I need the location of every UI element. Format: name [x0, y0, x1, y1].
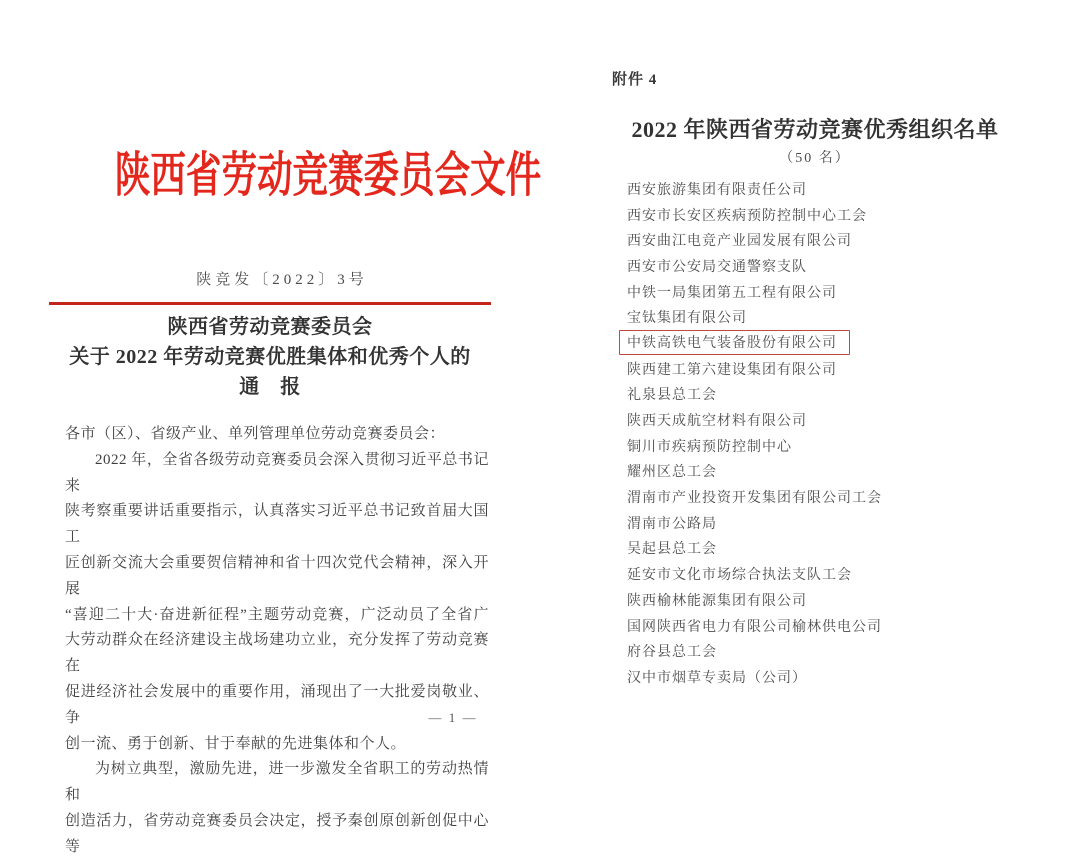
org-name: 西安旅游集团有限责任公司: [627, 182, 807, 198]
body-line: 大劳动群众在经济建设主战场建功立业，充分发挥了劳动竞赛在: [65, 632, 489, 675]
list-item: [627, 279, 1047, 305]
org-name: 延安市文化市场综合执法支队工会: [627, 568, 852, 584]
org-list: [627, 176, 1047, 690]
org-name: 中铁一局集团第五工程有限公司: [627, 285, 837, 301]
body-line: 创一流、勇于创新、甘于奉献的先进集体和个人。: [65, 735, 407, 752]
list-item: [627, 536, 1047, 562]
attachment-subtitle: （50 名）: [779, 151, 851, 166]
left-page: [40, 0, 542, 855]
doc-title-line: 通 报: [239, 376, 301, 398]
body-line: 为树立典型，激励先进，进一步激发全省职工的劳动热情和: [65, 761, 489, 804]
list-item: [627, 510, 1047, 536]
org-name: 宝钛集团有限公司: [627, 311, 747, 327]
body-line: 2022 年，全省各级劳动竞赛委员会深入贯彻习近平总书记来: [65, 451, 489, 494]
list-item: [627, 176, 1047, 202]
attachment-title: 2022 年陕西省劳动竞赛优秀组织名单: [631, 117, 999, 142]
highlighted-org-red-box: 中铁高铁电气装备股份有限公司: [619, 330, 850, 355]
body-line: 陕考察重要讲话重要指示，认真落实习近平总书记致首届大国工: [65, 503, 489, 546]
letterhead-title: [40, 148, 542, 204]
right-page: [590, 0, 1060, 764]
attachment-label: 附件 4: [612, 72, 658, 88]
org-name: 府谷县总工会: [627, 645, 717, 661]
list-item: [627, 253, 1047, 279]
doc-title: [40, 312, 500, 402]
page-number: — 1 —: [428, 710, 478, 725]
list-item: [627, 407, 1047, 433]
org-name: 陕西天成航空材料有限公司: [627, 414, 807, 430]
org-name: 渭南市产业投资开发集团有限公司工会: [627, 491, 882, 507]
list-item: [627, 433, 1047, 459]
org-name: 陕西榆林能源集团有限公司: [627, 593, 807, 609]
list-item: [627, 202, 1047, 228]
letterhead-title-text: 陕西省劳动竞赛委员会文件: [114, 149, 542, 202]
org-name: 渭南市公路局: [627, 516, 717, 532]
org-name: 汉中市烟草专卖局（公司）: [627, 670, 807, 686]
list-item: [627, 382, 1047, 408]
list-item: [627, 664, 1047, 690]
list-item: [627, 613, 1047, 639]
list-item: [627, 638, 1047, 664]
list-item: [627, 356, 1047, 382]
body-line: 创造活力，省劳动竞赛委员会决定，授予秦创原创新创促中心等: [65, 812, 489, 855]
doc-title-line: 陕西省劳动竞赛委员会: [167, 316, 373, 338]
left-page-body: [65, 422, 489, 861]
red-divider-line: [49, 302, 491, 305]
list-item: [627, 459, 1047, 485]
org-name: 西安曲江电竞产业园发展有限公司: [627, 234, 852, 250]
body-line: “喜迎二十大·奋进新征程”主题劳动竞赛，广泛动员了全省广: [65, 606, 489, 623]
org-name: 耀州区总工会: [627, 465, 717, 481]
list-item: [627, 587, 1047, 613]
org-name: 国网陕西省电力有限公司榆林供电公司: [627, 619, 882, 635]
body-line: 各市（区）、省级产业、单列管理单位劳动竞赛委员会：: [65, 426, 446, 442]
list-item: [627, 304, 1047, 330]
list-item: [627, 484, 1047, 510]
org-name: 礼泉县总工会: [627, 388, 717, 404]
doc-title-line: 关于 2022 年劳动竞赛优胜集体和优秀个人的: [69, 346, 471, 368]
org-name: 陕西建工第六建设集团有限公司: [627, 362, 837, 378]
list-item: [627, 561, 1047, 587]
list-item: [627, 227, 1047, 253]
org-name: 西安市公安局交通警察支队: [627, 259, 807, 275]
body-line: 促进经济社会发展中的重要作用，涌现出了一大批爱岗敬业、争: [65, 683, 489, 726]
document-number: 陕竞发〔2022〕3号: [196, 272, 368, 288]
list-item: [627, 330, 1047, 356]
org-name: 西安市长安区疾病预防控制中心工会: [627, 208, 867, 224]
org-name: 铜川市疾病预防控制中心: [627, 439, 792, 455]
org-name: 吴起县总工会: [627, 542, 717, 558]
body-line: 匠创新交流大会重要贺信精神和省十四次党代会精神，深入开展: [65, 554, 489, 597]
